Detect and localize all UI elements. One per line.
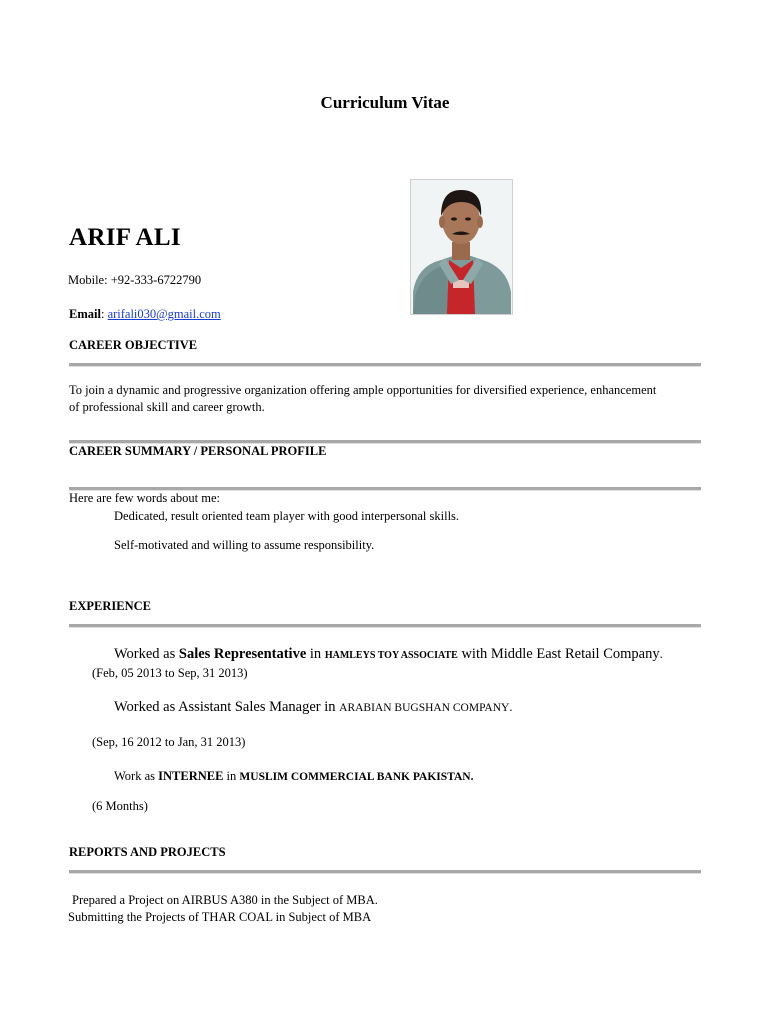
career-summary-heading: CAREER SUMMARY / PERSONAL PROFILE [69,444,327,458]
job-company: MUSLIM COMMERCIAL BANK PAKISTAN. [239,771,474,783]
email-link[interactable]: arifali030@gmail.com [107,307,221,321]
candidate-name: ARIF ALI [69,224,181,251]
job-in: in [306,646,325,662]
job-prefix: Worked as Assistant Sales Manager in [114,699,340,715]
job-entry [114,698,512,716]
reports-heading: REPORTS AND PROJECTS [69,845,226,859]
job-role: INTERNEE [158,769,224,783]
job-prefix: Work as [114,769,159,783]
career-objective-heading: CAREER OBJECTIVE [69,338,198,352]
summary-point: Dedicated, result oriented team player with good interpersonal skills. [114,509,460,523]
experience-heading: EXPERIENCE [69,599,151,613]
profile-photo [410,179,513,315]
job-dot: . [509,700,513,714]
job-in: in [223,769,240,783]
job-period: (Feb, 05 2013 to Sep, 31 2013) [92,666,248,680]
divider [69,363,701,367]
career-summary-intro: Here are few words about me: [69,491,220,505]
divider [69,624,701,628]
report-item: Prepared a Project on AIRBUS A380 in the Subject of MBA. [72,893,378,907]
summary-point: Self-motivated and willing to assume responsibility. [114,538,375,552]
portrait-image [411,180,512,314]
job-company: ARABIAN BUGSHAN COMPANY [339,702,510,714]
job-company: HAMLEYS TOY ASSOCIATE [324,650,458,661]
job-period: (Sep, 16 2012 to Jan, 31 2013) [92,735,246,749]
job-prefix: Worked as [114,646,179,662]
career-objective-line-1: To join a dynamic and progressive organization offering ample opportunities for diversified experience, enhancement [69,383,657,397]
job-role: Sales Representative [178,646,307,662]
email-line [69,307,221,322]
mobile-number: Mobile: +92-333-6722790 [68,273,202,287]
email-separator: : [100,307,108,321]
career-objective-line-2: of professional skill and career growth. [69,400,265,414]
job-entry [114,767,473,785]
job-period: (6 Months) [92,799,148,813]
document-title: Curriculum Vitae [320,93,450,112]
job-suffix: with Middle East Retail Company [457,646,660,662]
job-dot: . [659,647,663,661]
email-label: Email [69,307,101,321]
report-item: Submitting the Projects of THAR COAL in Subject of MBA [68,910,372,924]
job-entry [114,645,663,663]
divider [69,870,701,874]
